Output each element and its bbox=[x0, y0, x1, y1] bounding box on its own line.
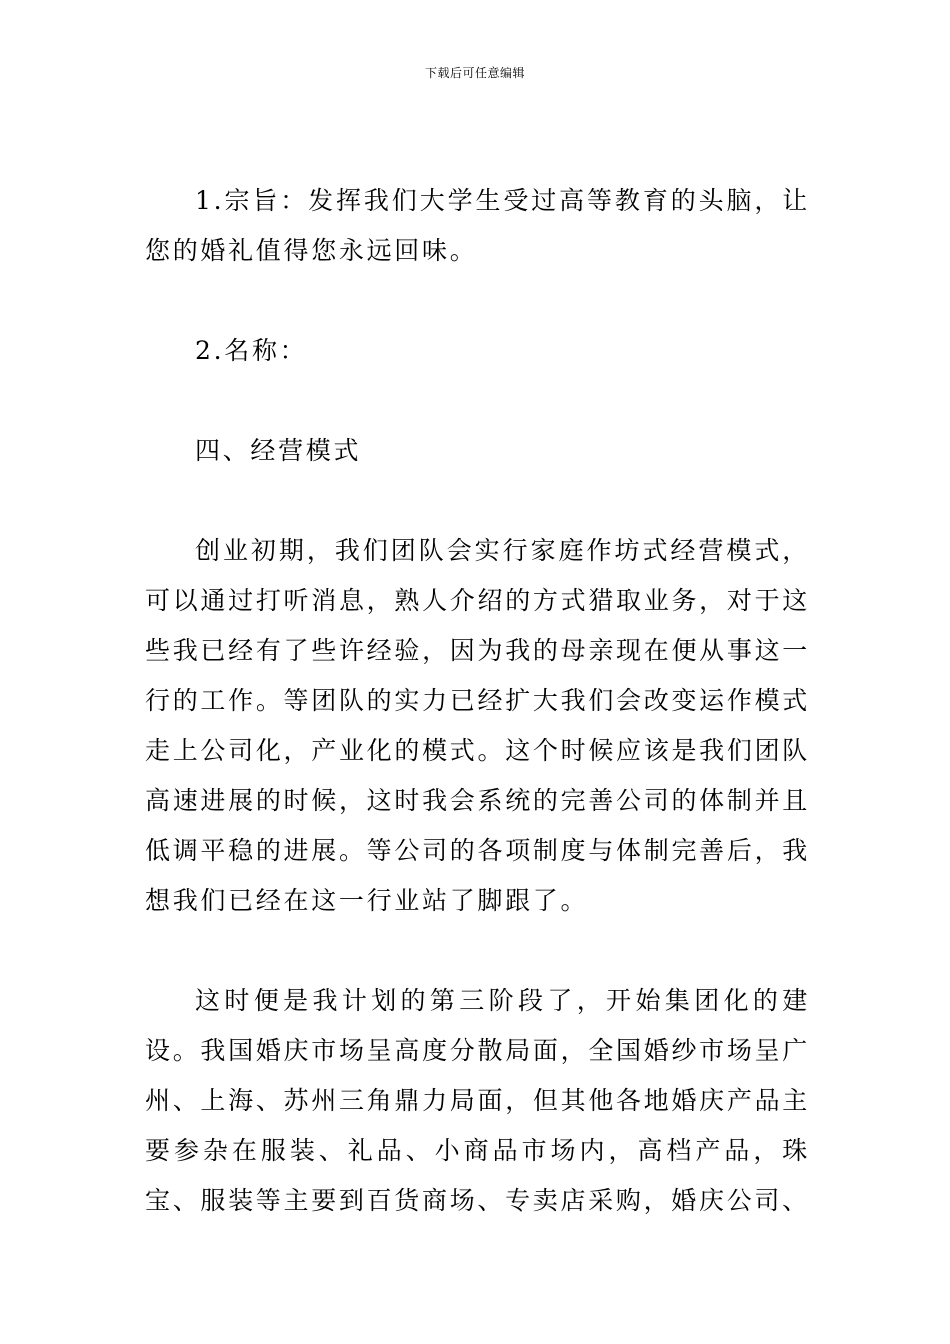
section-heading-business-model: 四、经营模式 bbox=[195, 436, 362, 465]
header-note: 下载后可任意编辑 bbox=[424, 66, 525, 80]
paragraph-purpose: 1.宗旨：发挥我们大学生受过高等教育的头脑，让您的婚礼值得您永远回味。 bbox=[145, 186, 810, 265]
paragraph-gap bbox=[145, 926, 810, 976]
paragraph-gap bbox=[145, 276, 810, 326]
paragraph-third-stage: 这时便是我计划的第三阶段了，开始集团化的建设。我国婚庆市场呈高度分散局面，全国婚纱市场呈广州、上海、苏州三角鼎力局面，但其他各地婚庆产品主要参杂在服装、礼品、小商品市场内，高档产品，珠宝、服装等主要到百货商场、专卖店采购，婚庆公司、 bbox=[145, 986, 810, 1215]
paragraph-gap bbox=[145, 476, 810, 526]
paragraph-gap bbox=[145, 376, 810, 426]
paragraph-business-model: 创业初期，我们团队会实行家庭作坊式经营模式，可以通过打听消息，熟人介绍的方式猎取业务，对于这些我已经有了些许经验，因为我的母亲现在便从事这一行的工作。等团队的实力已经扩大我们会改变运作模式走上公司化，产业化的模式。这个时候应该是我们团队高速进展的时候，这时我会系统的完善公司的体制并且低调平稳的进展。等公司的各项制度与体制完善后，我想我们已经在这一行业站了脚跟了。 bbox=[145, 536, 810, 915]
paragraph-name: 2.名称： bbox=[195, 336, 308, 365]
document-body bbox=[145, 176, 810, 1226]
